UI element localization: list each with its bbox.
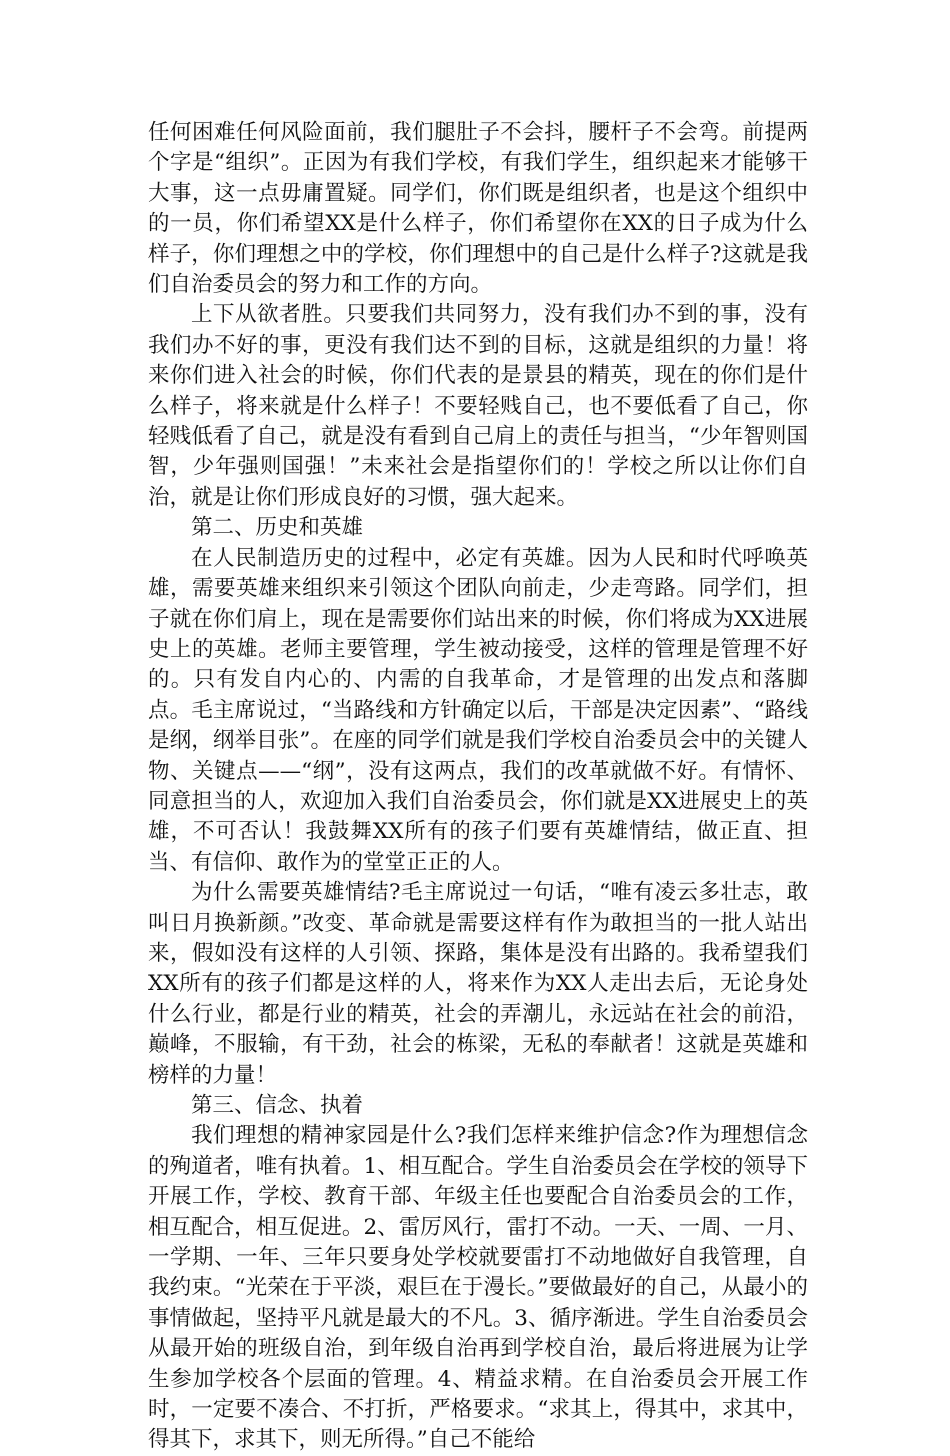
section-heading-3: 第三、信念、执着 (191, 1093, 364, 1118)
paragraph-5: 我们理想的精神家园是什么?我们怎样来维护信念?作为理想信念的殉道者，唯有执着。1、相互配合。学生自治委员会在学校的领导下开展工作，学校、教育干部、年级主任也要配合自治委员会的工作，相互配合，相互促进。2、雷厉风行，雷打不动。一天、一周、一月、一学期、一年、三年只要身处学校就要雷打不动地做好自我管理，自我约束。“光荣在于平淡，艰巨在于漫长。”要做最好的自己，从最小的事情做起，坚持平凡就是最大的不凡。3、循序渐进。学生自治委员会从最开始的班级自治，到年级自治再到学校自治，最后将进展为让学生参加学校各个层面的管理。4、精益求精。在自治委员会开展工作时，一定要不凑合、不打折，严格要求。“求其上，得其中，求其中，得其下，求其下，则无所得。”自己不能给 (148, 1123, 808, 1453)
paragraph-4: 为什么需要英雄情结?毛主席说过一句话，“唯有凌云多壮志，敢叫日月换新颜。”改变、革命就是需要这样有作为敢担当的一批人站出来，假如没有这样的人引领、探路，集体是没有出路的。我希望我们XX所有的孩子们都是这样的人，将来作为XX人走出去后，无论身处什么行业，都是行业的精英，社会的弄潮儿，永远站在社会的前沿，巅峰，不服输，有干劲，社会的栋梁，无私的奉献者！这就是英雄和榜样的力量！ (148, 880, 808, 1088)
document-page (148, 118, 808, 1456)
paragraph-2: 上下从欲者胜。只要我们共同努力，没有我们办不到的事，没有我们办不好的事，更没有我们达不到的目标，这就是组织的力量！将来你们进入社会的时候，你们代表的是景县的精英，现在的你们是什么样子，将来就是什么样子！不要轻贱自己，也不要低看了自己，你轻贱低看了自己，就是没有看到自己肩上的责任与担当，“少年智则国智，少年强则国强！”未来社会是指望你们的！学校之所以让你们自治，就是让你们形成良好的习惯，强大起来。 (148, 302, 808, 510)
paragraph-3: 在人民制造历史的过程中，必定有英雄。因为人民和时代呼唤英雄，需要英雄来组织来引领这个团队向前走，少走弯路。同学们，担子就在你们肩上，现在是需要你们站出来的时候，你们将成为XX进展史上的英雄。老师主要管理，学生被动接受，这样的管理是管理不好的。只有发自内心的、内需的自我革命，才是管理的出发点和落脚点。毛主席说过，“当路线和方针确定以后，干部是决定因素”、“路线是纲，纲举目张”。在座的同学们就是我们学校自治委员会中的关键人物、关键点——“纲”，没有这两点，我们的改革就做不好。有情怀、同意担当的人，欢迎加入我们自治委员会，你们就是XX进展史上的英雄，不可否认！我鼓舞XX所有的孩子们要有英雄情结，做正直、担当、有信仰、敢作为的堂堂正正的人。 (148, 545, 808, 875)
section-heading-2: 第二、历史和英雄 (191, 515, 364, 541)
paragraph-1: 任何困难任何风险面前，我们腿肚子不会抖，腰杆子不会弯。前提两个字是“组织”。正因为有我们学校，有我们学生，组织起来才能够干大事，这一点毋庸置疑。同学们，你们既是组织者，也是这个组织中的一员，你们希望XX是什么样子，你们希望你在XX的日子成为什么样子，你们理想之中的学校，你们理想中的自己是什么样子?这就是我们自治委员会的努力和工作的方向。 (148, 120, 808, 298)
